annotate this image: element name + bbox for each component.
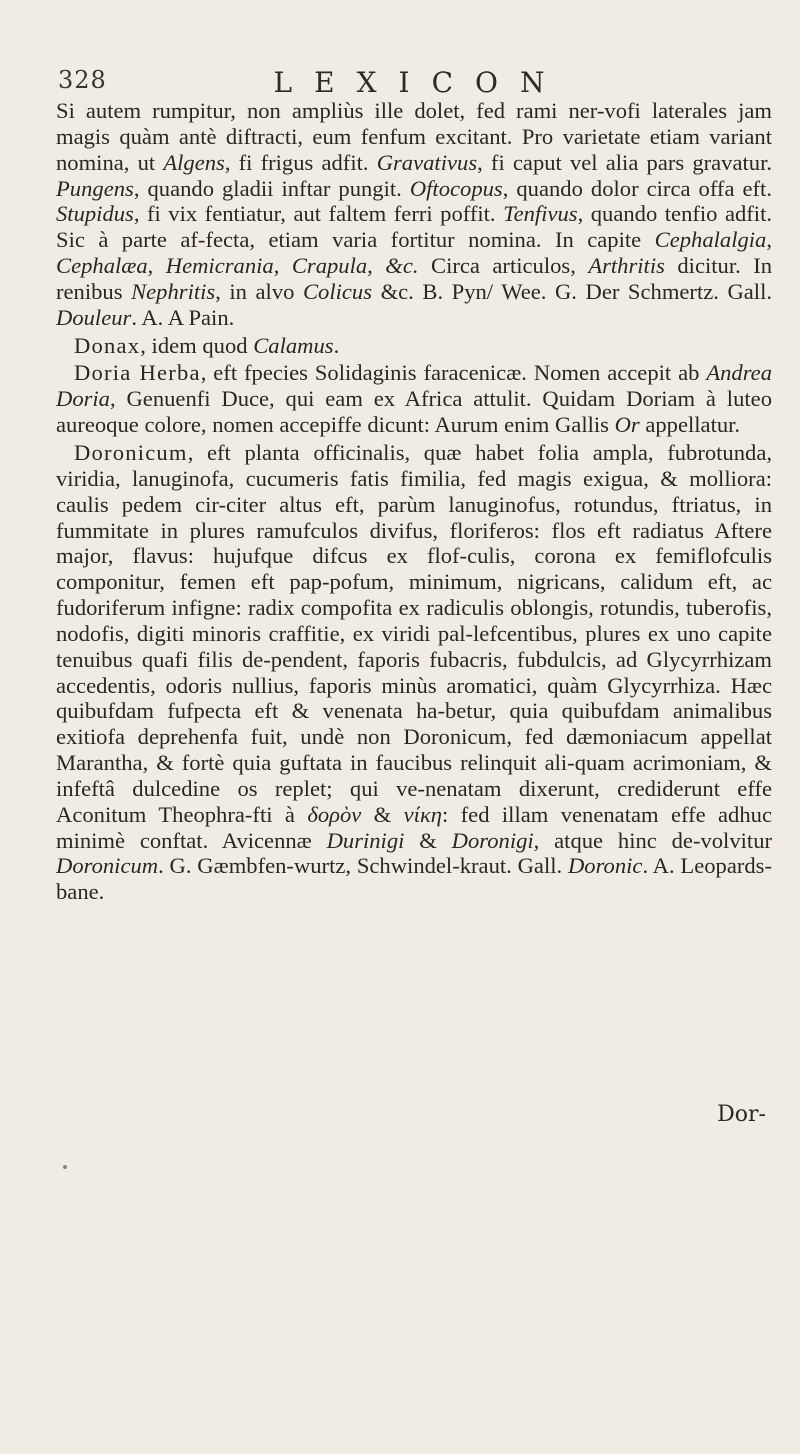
- italic-term: Doronigi: [451, 827, 534, 853]
- text-run: , atque hinc de-volvitur: [533, 827, 773, 853]
- italic-term: Or: [614, 412, 640, 438]
- italic-term: Doronic: [567, 853, 643, 879]
- text-run: appellatur.: [639, 412, 741, 438]
- text-run: ,: [766, 227, 772, 253]
- text-run: . A. A Pain.: [131, 304, 235, 330]
- italic-term: δορὸν: [307, 801, 362, 827]
- text-run: , fi caput vel alia pars gravatur.: [477, 149, 772, 175]
- text-run: .: [333, 332, 340, 358]
- text-run: , fi frigus adfit.: [224, 149, 377, 175]
- text-run: ,: [367, 253, 386, 279]
- text-run: : fed illam venenatam effe adhuc minimè conftat. Avicennæ: [56, 801, 772, 853]
- main-text: [56, 98, 772, 907]
- italic-term: Tenfivus: [503, 201, 578, 227]
- italic-term: Oftocopus: [409, 175, 503, 201]
- text-run: &: [404, 827, 452, 853]
- italic-term: Cephalæa: [56, 253, 148, 279]
- entry-donax: [56, 333, 772, 359]
- entry-headword: Donax: [74, 332, 141, 358]
- italic-term: Andrea Doria: [56, 360, 772, 412]
- italic-term: &c.: [385, 253, 419, 279]
- text-run: . G. Gæmbfen-wurtz, Schwindel-kraut. Gall.: [158, 853, 568, 879]
- italic-term: Doronicum: [56, 853, 159, 879]
- text-run: dicitur. In renibus: [56, 253, 773, 304]
- text-run: ,: [273, 253, 292, 279]
- text-run: , eft planta officinalis, quæ habet folia ampla, fubrotunda, viridia, lanuginofa, cucumeris fatis fimilia, fed magis exigua, & molliora: caulis pedem cir-citer altus eft, parùm lanuginofus, rotundus, ftriatus, in fummitate in plures ramufculos divifus, floriferos: flos eft radiatus Aftere major, flavus: hujufque difcus ex flof-culis, corona ex femiflofculis componitur, femen eft pap-pofum, minimum, nigricans, calidum eft, ac fudoriferum infigne: radix compofita ex radiculis oblongis, rotundis, tuberofis, nodofis, digiti minoris craffitie, ex viridi pal-lefcentibus, plures ex uno capite tenuibus quafi filis de-pendent, faporis fubacris, fubdulcis, ad Glycyrrhizam accedentis, odoris nullius, faporis minùs aromatici, quàm Glycyrrhiza. Hæc quibufdam fufpecta eft & venenata ha-betur, quia quibufdam animalibus exitiofa deprehenfa fuit, undè non Doronicum, fed dæmoniacum appellat Marantha, & fortè quia guftata in faucibus relinquit ali-quam acrimoniam, & infeftâ dulcedine os replet; qui ve-nenatam dixerunt, crediderunt effe Aconitum Theophra-fti à: [56, 439, 772, 827]
- text-run: &: [361, 801, 404, 827]
- running-head: LEXICON: [273, 66, 567, 99]
- text-run: , eft fpecies Solidaginis faracenicæ. Nomen accepit ab: [200, 360, 707, 386]
- text-run: , Genuenfi Duce, qui eam ex Africa attulit. Quidam Doriam à luteo aureoque colore, nomen accepiffe dicunt: Aurum enim Gallis: [56, 386, 772, 438]
- text-run: , quando gladii inftar pungit.: [133, 175, 410, 201]
- text-run: &c. B. Pyn/ Wee. G. Der Schmertz. Gall.: [372, 278, 772, 304]
- text-run: , quando dolor circa offa eft.: [502, 175, 772, 201]
- italic-term: Calamus: [253, 332, 334, 358]
- entry-doronicum: [56, 440, 772, 905]
- catchword: Dor-: [717, 1102, 766, 1127]
- italic-term: Durinigi: [326, 827, 405, 853]
- entry-headword: Doria Herba: [74, 360, 201, 386]
- italic-term: Arthritis: [588, 253, 665, 279]
- italic-term: Douleur: [56, 304, 132, 330]
- text-run: ,: [147, 253, 166, 279]
- italic-term: Stupidus: [56, 201, 134, 227]
- italic-term: Colicus: [302, 278, 373, 304]
- italic-term: Pungens: [56, 175, 134, 201]
- entry-doria-herba: [56, 360, 772, 438]
- italic-term: Cephalalgia: [654, 227, 767, 253]
- italic-term: Gravativus: [376, 149, 478, 175]
- text-run: , fi vix fentiatur, aut faltem ferri poffit.: [133, 201, 504, 227]
- text-run: Si autem rumpitur, non ampliùs ille dolet, fed rami ner-vofi laterales jam magis quàm antè diftracti, eum fenfum excitant. Pro varietate etiam variant nomina, ut: [56, 98, 772, 175]
- entry-headword: Doronicum: [74, 439, 188, 465]
- page-number: 328: [58, 66, 107, 94]
- paper-speck: [63, 1165, 67, 1169]
- text-run: , in alvo: [215, 278, 303, 304]
- italic-term: Algens: [163, 149, 225, 175]
- paragraph-dolor: [56, 98, 772, 331]
- italic-term: Crapula: [291, 253, 368, 279]
- text-run: Circa articulos,: [418, 253, 589, 279]
- text-run: . A. Leopards-bane.: [56, 853, 772, 905]
- text-run: , idem quod: [140, 332, 254, 358]
- italic-term: Nephritis: [131, 278, 216, 304]
- italic-term: Hemicrania: [165, 253, 274, 279]
- text-run: , quando tenfio adfit. Sic à parte af-fecta, etiam varia fortitur nomina. In capite: [56, 201, 773, 253]
- italic-term: νίκη: [403, 801, 442, 827]
